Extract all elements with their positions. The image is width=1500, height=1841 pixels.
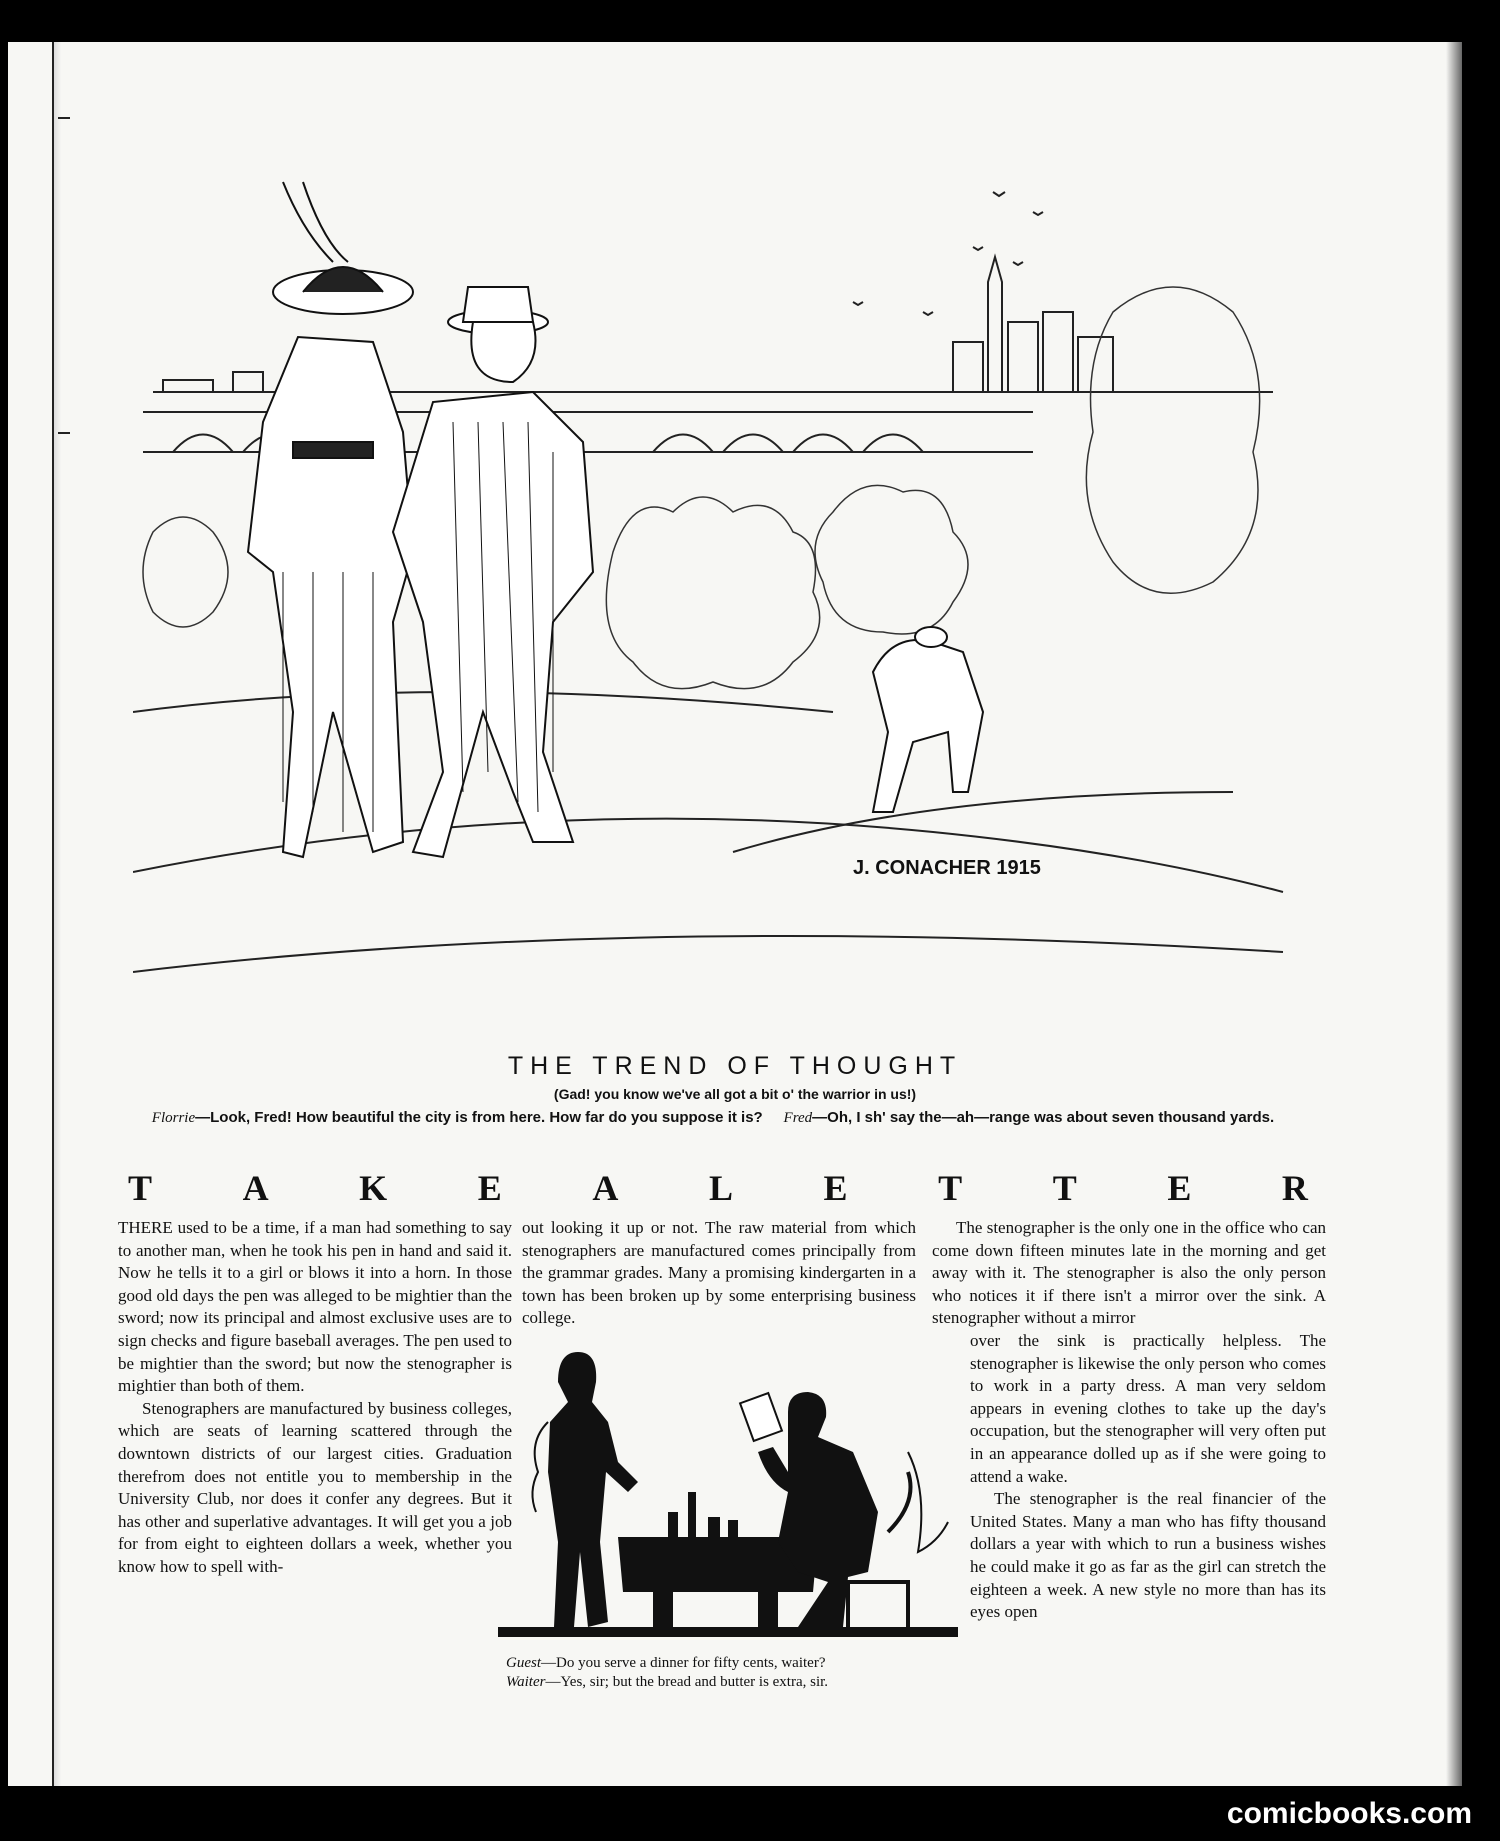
article-paragraph: THERE used to be a time, if a man had something to say to another man, when he took his pen in hand and said it. Now he tells it to a girl or blows it into a horn. In those good old days the pen was alleged to be mightier than the sword; now its principal and almost exclusive uses are to sign checks and figure baseball averages. The pen used to be mightier than the sword; but now the stenographer is mightier than both of them. [118, 1218, 512, 1396]
binding-tick [58, 117, 70, 119]
title-letter: K [359, 1168, 388, 1208]
cartoon-subtitle: (Gad! you know we've all got a bit o' the warrior in us!) [553, 1086, 917, 1102]
silhouette-illustration [488, 1342, 968, 1642]
title-letter: E [477, 1168, 502, 1208]
title-letter: E [1167, 1168, 1192, 1208]
page-edge-shadow [1446, 42, 1462, 1786]
article-title [128, 1167, 1308, 1209]
waiter-label: Waiter [506, 1674, 546, 1690]
article-paragraph: Stenographers are manufactured by business colleges, which are seats of learning scattered through the downtown districts of our largest cities. Graduation therefrom does not entitle you to membership in the University Club, nor does it confer any degrees. But it has other and superlative advantages. It will get you a job for from eight to eighteen dollars a week, whether you know how to spell with- [118, 1398, 512, 1576]
binding-tick [58, 432, 70, 434]
article-column-2 [522, 1217, 916, 1330]
article-paragraph: over the sink is practically helpless. The stenographer is likewise the only person who comes to work in a party dress. A man very seldom appears in evening clothes to take up the day's occupation, but the stenographer will very often put in an appearance dolled up as if she were going to attend a wake. [970, 1330, 1326, 1486]
speaker-florrie: Florrie [151, 1110, 196, 1126]
article-column-1 [118, 1217, 512, 1579]
title-letter: L [708, 1168, 733, 1208]
page-gutter [52, 42, 66, 1786]
cartoon-dialog [143, 1108, 1283, 1128]
title-letter: T [128, 1168, 153, 1208]
dialog-line-florrie: —Look, Fred! How beautiful the city is from here. How far do you suppose it is? [195, 1109, 763, 1126]
artist-signature: J. CONACHER 1915 [853, 857, 1041, 879]
waiter-line [506, 1673, 946, 1692]
title-letter: A [242, 1168, 269, 1208]
title-letter: A [592, 1168, 619, 1208]
article-paragraph: The stenographer is the real financier of the United States. Many a man who has fifty thousand dollars a year with which to run a business wishes he could make it go as far as the girl can stretch the eighteen a week. A new style no more than has its eyes open [970, 1489, 1326, 1622]
title-letter: T [1052, 1168, 1077, 1208]
title-letter: T [938, 1168, 963, 1208]
article-paragraph: out looking it up or not. The raw material from which stenographers are manufactured comes principally from the grammar grades. Many a promising kindergarten in a town has been broken up by some enterprising business college. [522, 1218, 916, 1328]
cartoon-title: THE TREND OF THOUGHT [507, 1052, 963, 1080]
waiter-text: —Yes, sir; but the bread and butter is extra, sir. [545, 1674, 829, 1690]
magazine-page [8, 42, 1462, 1786]
silhouette-caption [506, 1654, 946, 1692]
guest-line [506, 1654, 946, 1673]
cartoon-illustration [133, 152, 1313, 1062]
title-letter: E [823, 1168, 848, 1208]
dialog-line-fred: —Oh, I sh' say the—ah—range was about seven thousand yards. [812, 1109, 1275, 1126]
site-watermark: comicbooks.com [1226, 1797, 1472, 1830]
speaker-fred: Fred [783, 1110, 813, 1126]
hanging-indent-block [932, 1330, 1326, 1624]
title-letter: R [1281, 1168, 1308, 1208]
guest-text: —Do you serve a dinner for fifty cents, waiter? [541, 1655, 826, 1671]
article-column-3 [932, 1217, 1326, 1624]
guest-label: Guest [506, 1655, 541, 1671]
article-paragraph: The stenographer is the only one in the office who can come down fifteen minutes late in the morning and get away with it. The stenographer is also the only person who notices it if there isn't a mirror over the sink. A stenographer without a mirror [932, 1218, 1326, 1328]
